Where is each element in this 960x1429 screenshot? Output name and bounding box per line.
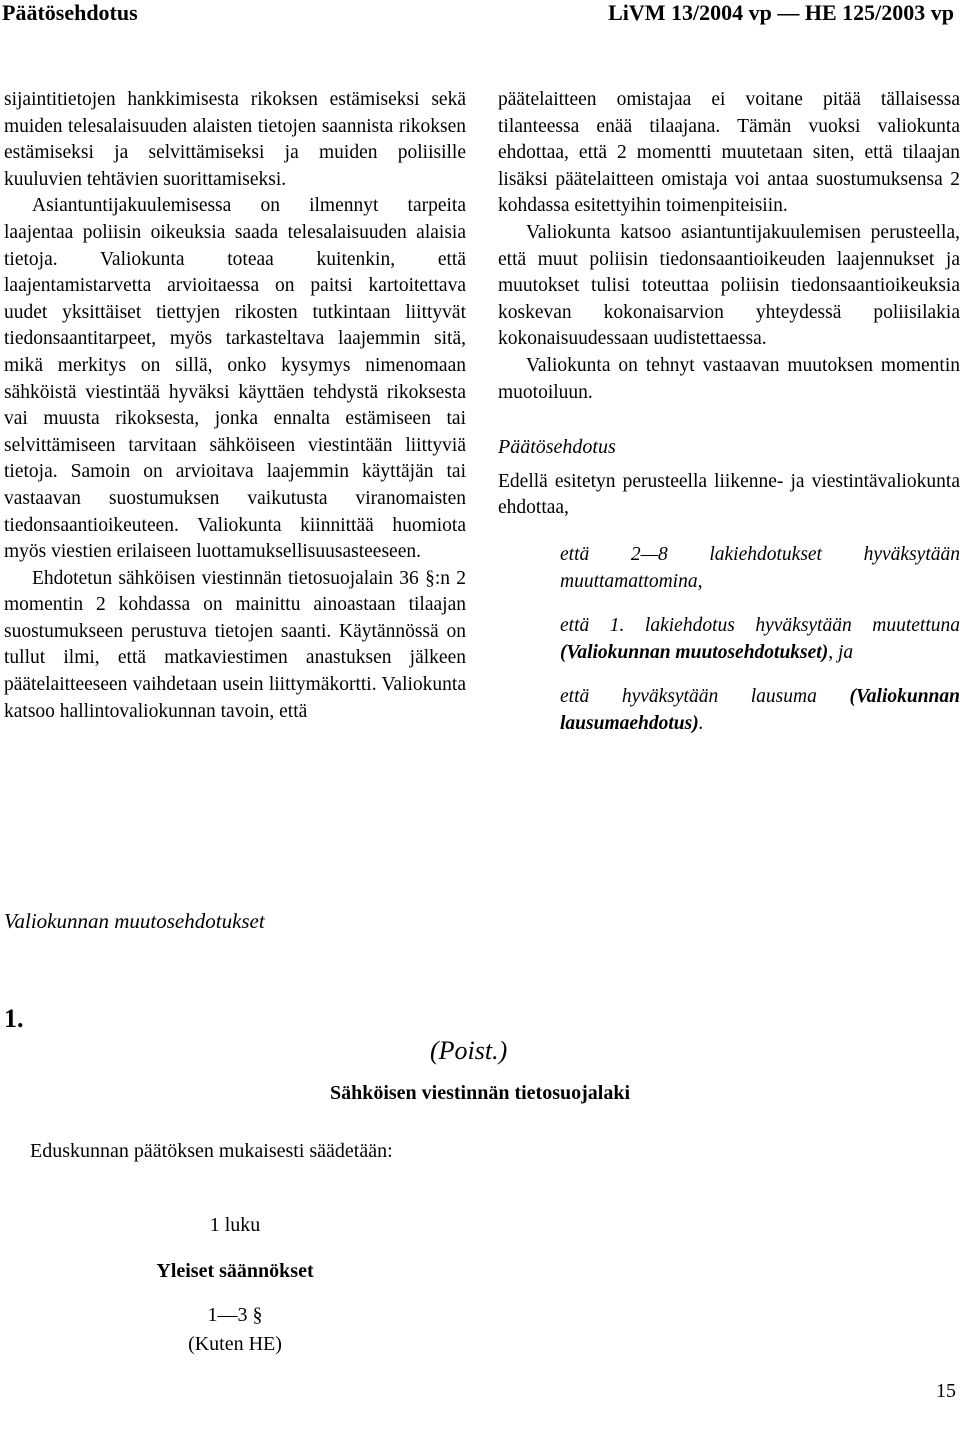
clause-3-bold: (Valiokunnan lausumaehdotus) xyxy=(560,686,960,734)
left-paragraph-3: Ehdotetun sähköisen viestinnän tietosuojalain 36 §:n 2 momentin 2 kohdassa on mainittu ainoastaan tilaajan suostumukseen perustuva tietojen saanti. Käytännössä on tullut ilmi, että matkaviestimen anastuksen jälkeen päätelaitteeseen vaihdetaan usein liittymäkortti. Valiokunta katsoo hallintovaliokunnan tavoin, että xyxy=(4,567,466,722)
page-number: 15 xyxy=(936,1380,956,1402)
enacting-clause: Eduskunnan päätöksen mukaisesti säädetään: xyxy=(30,1140,393,1162)
amendment-number: 1. xyxy=(4,1004,24,1033)
right-paragraph-1: päätelaitteen omistajaa ei voitane pitää tällaisessa tilanteessa enää tilaajana. Tämän vuoksi valiokunta ehdottaa, että 2 momentti muutetaan siten, että tilaajan lisäksi päätelaitteen omistaja voi antaa suostumuksensa 2 kohdassa esitettyihin toimenpiteisiin. xyxy=(498,89,960,217)
section-range: 1—3 § xyxy=(207,1304,263,1326)
poist-label: (Poist.) xyxy=(430,1036,508,1065)
left-column xyxy=(4,87,466,725)
clause-2-text: että 1. lakiehdotus hyväksytään muutettuna xyxy=(560,615,960,637)
header-left: Päätösehdotus xyxy=(2,0,138,25)
law-title: Sähköisen viestinnän tietosuojalaki xyxy=(329,1082,631,1104)
right-paragraph-3: Valiokunta on tehnyt vastaavan muutoksen momentin muotoiluun. xyxy=(498,354,960,403)
right-paragraph-4: Edellä esitetyn perusteella liikenne- ja viestintävaliokunta ehdottaa, xyxy=(498,470,960,519)
clause-3-end: . xyxy=(698,712,704,734)
chapter-number: 1 luku xyxy=(209,1214,261,1236)
clause-3 xyxy=(560,684,960,737)
section-heading: Päätösehdotus xyxy=(498,436,616,459)
right-column xyxy=(498,87,960,737)
clause-1: että 2—8 lakiehdotukset hyväksytään muuttamattomina, xyxy=(560,543,960,592)
right-paragraph-2: Valiokunta katsoo asiantuntijakuulemisen perusteella, että muut poliisin tiedonsaantioikeuden laajennukset ja muutokset tulisi toteuttaa poliisin tiedonsaantioikeuksia koskevan kokonaisarvion yhteydessä poliisilakia kokonaisuudessaan uudistettaessa. xyxy=(498,221,960,350)
clause-2 xyxy=(560,613,960,666)
clause-2-end: , ja xyxy=(828,641,854,663)
header-right: LiVM 13/2004 vp — HE 125/2003 vp xyxy=(608,0,954,25)
left-paragraph-2: Asiantuntijakuulemisessa on ilmennyt tarpeita laajentaa poliisin oikeuksia saada telesalaisuuden alaisia tietoja. Valiokunta toteaa kuitenkin, että laajentamistarvetta arvioitaessa on paitsi kartoitettava uudet yksittäiset tiettyjen rikosten tutkintaan liittyvät tiedonsaantitarpeet, myös tarkasteltava laajemmin sitä, mikä merkitys on sillä, onko kysymys nimenomaan sähköistä viestintää hyväksi käyttäen tehdystä rikoksesta vai muusta rikoksesta, jonka ennalta estämiseen tai selvittämiseen tarvitaan sähköiseen viestintään liittyviä tietoja. Samoin on arvioitava laajemmin käyttäjän tai vastaavan suostumuksen vaikutusta viranomaisten tiedonsaantioikeuteen. Valiokunta kiinnittää huomiota myös viestien erilaiseen luottamuksellisuusasteeseen. xyxy=(4,195,466,563)
chapter-title: Yleiset säännökset xyxy=(156,1260,314,1282)
clause-3-text: että hyväksytään lausuma xyxy=(560,686,850,708)
left-paragraph-1: sijaintitietojen hankkimisesta rikoksen estämiseksi sekä muiden telesalaisuuden alaisten tietojen saannista rikoksen estämiseksi ja selvittämiseksi ja muiden poliisille kuuluvien tehtävien suorittamiseksi. xyxy=(4,89,466,190)
amendments-title: Valiokunnan muutosehdotukset xyxy=(4,909,265,933)
clause-2-bold: (Valiokunnan muutosehdotukset) xyxy=(560,641,829,663)
kuten-he: (Kuten HE) xyxy=(188,1333,282,1355)
